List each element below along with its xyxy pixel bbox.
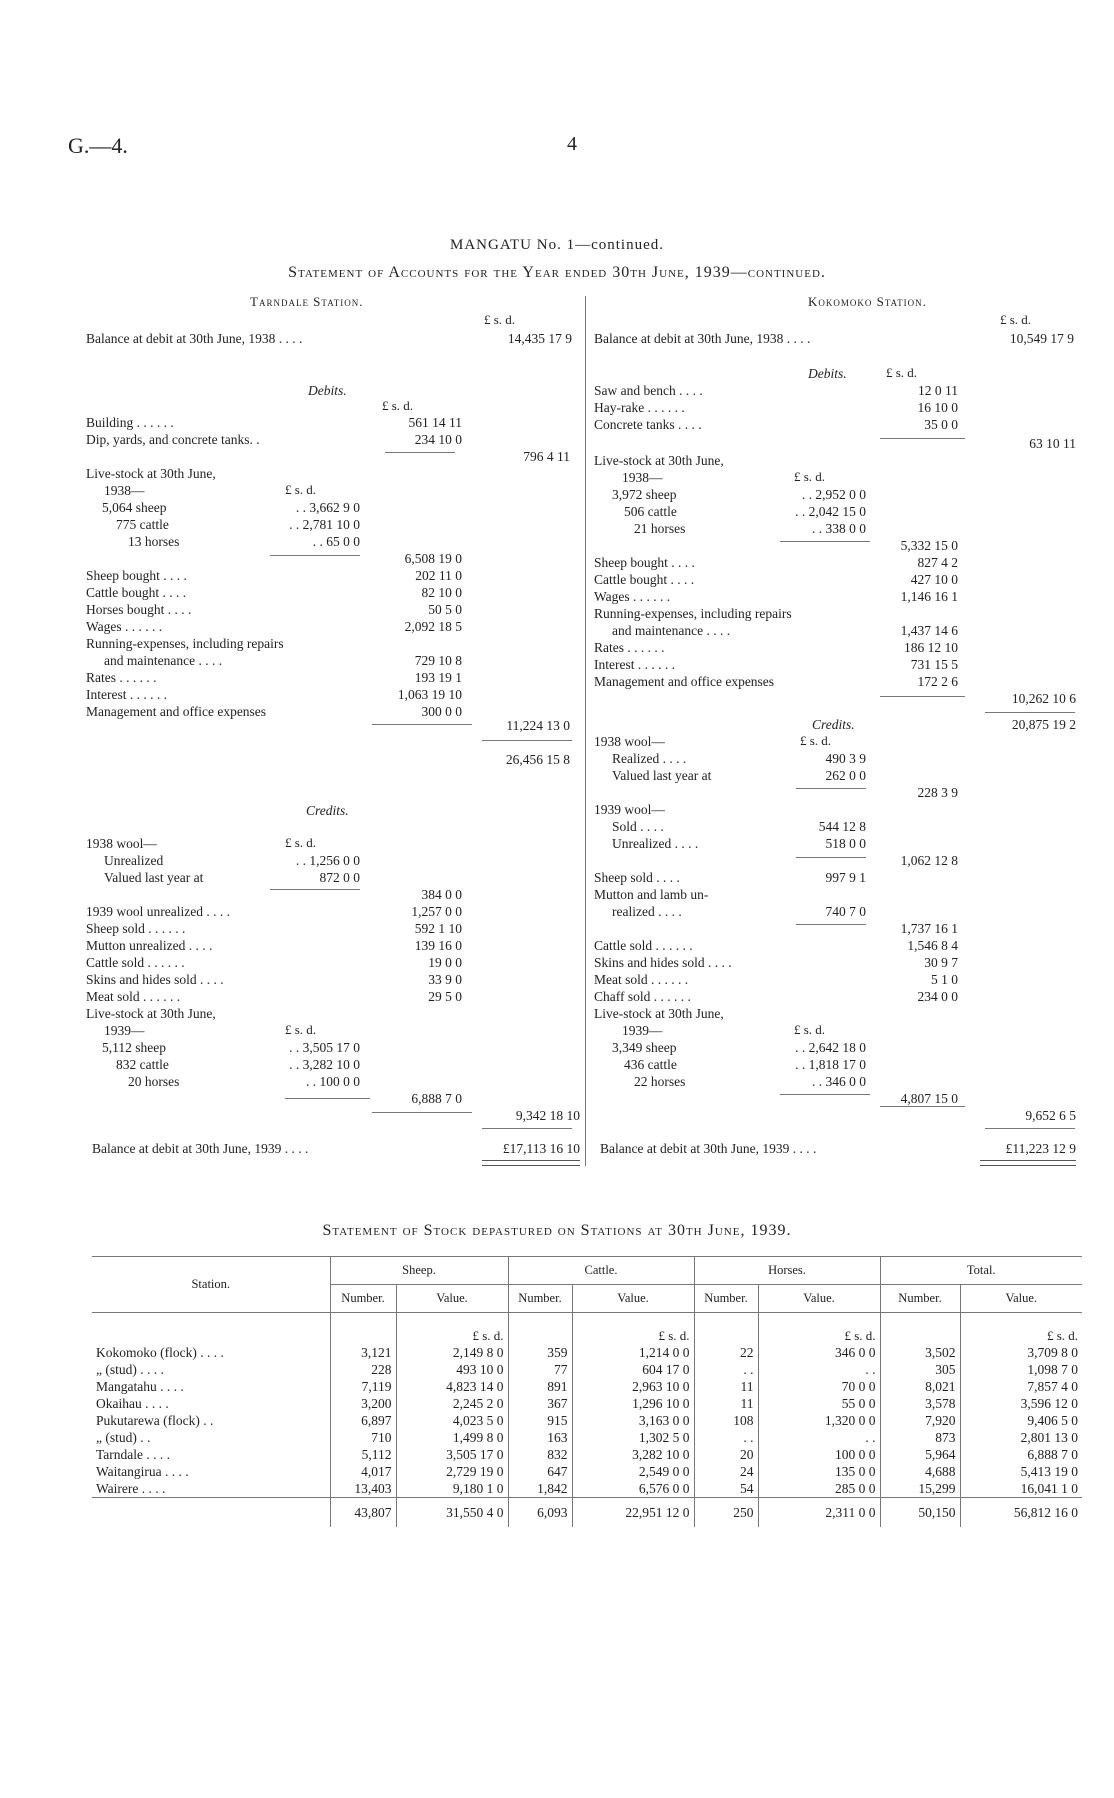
currency-head: £ s. d. xyxy=(285,1022,317,1037)
table-row xyxy=(92,1395,1082,1412)
totals-row xyxy=(92,1498,1082,1528)
total-value-cell: 9,406 5 0 xyxy=(960,1412,1082,1429)
kokomoko-wool1938-valued-label: Valued last year at xyxy=(612,768,712,783)
kokomoko-exp-6-amount: 731 15 5 xyxy=(910,657,958,672)
kokomoko-ls1938-cattle-amount: . . 2,042 15 0 xyxy=(795,504,866,519)
sheep-number-cell: 13,403 xyxy=(330,1480,396,1498)
tarndale-ls1938-sheep-label: 5,064 sheep xyxy=(102,500,167,515)
section-title: MANGATU No. 1—continued. xyxy=(450,237,664,253)
kokomoko-exp-2-amount: 1,146 16 1 xyxy=(900,589,958,604)
sheep-number-cell: 5,112 xyxy=(330,1446,396,1463)
kokomoko-credits-heading: Credits. xyxy=(812,717,855,732)
kokomoko-exp-0-amount: 827 4 2 xyxy=(917,555,958,570)
double-rule xyxy=(482,1160,580,1166)
tarndale-wool1938-valued-label: Valued last year at xyxy=(104,870,204,885)
tarndale-building-label: Building . . . . . . xyxy=(86,415,174,430)
kokomoko-mutton-amount: 740 7 0 xyxy=(825,904,866,919)
kokomoko-exp-0-label: Sheep bought . . . . xyxy=(594,555,695,570)
total-value-cell: 6,888 7 0 xyxy=(960,1446,1082,1463)
kokomoko-wool1938-valued-amount: 262 0 0 xyxy=(825,768,866,783)
cattle-number-cell: 832 xyxy=(508,1446,572,1463)
station-cell: Wairere . . . . xyxy=(96,1481,166,1496)
horses-number-cell: . . xyxy=(694,1361,758,1378)
tarndale-credit-4-label: Skins and hides sold . . . . xyxy=(86,972,224,987)
table-row xyxy=(92,1480,1082,1498)
tarndale-credits-heading: Credits. xyxy=(306,803,349,818)
tarndale-ls1939-sheep-amount: . . 3,505 17 0 xyxy=(289,1040,360,1055)
cattle-number-cell: 163 xyxy=(508,1429,572,1446)
kokomoko-wool1939-unrealized-amount: 518 0 0 xyxy=(825,836,866,851)
currency-head: £ s. d. xyxy=(960,1313,1082,1345)
horses-number-total: 250 xyxy=(694,1498,758,1528)
horses-value-cell: 346 0 0 xyxy=(758,1344,880,1361)
total-value-cell: 3,596 12 0 xyxy=(960,1395,1082,1412)
tarndale-closing-amount: £17,113 16 10 xyxy=(502,1141,580,1156)
tarndale-exp-6-amount: 193 19 1 xyxy=(414,670,462,685)
stock-table xyxy=(92,1256,1082,1527)
rule xyxy=(482,740,572,741)
tarndale-credit-2-amount: 139 16 0 xyxy=(414,938,462,953)
kokomoko-closing-label: Balance at debit at 30th June, 1939 . . . . xyxy=(600,1141,817,1156)
kokomoko-exp-7-label: Management and office expenses xyxy=(594,674,775,689)
cattle-value-cell: 604 17 0 xyxy=(572,1361,694,1378)
number-column-header: Number. xyxy=(880,1285,960,1313)
total-number-cell: 873 xyxy=(880,1429,960,1446)
tarndale-credit-4-amount: 33 9 0 xyxy=(428,972,462,987)
currency-head: £ s. d. xyxy=(572,1313,694,1345)
tarndale-ls1938-cattle-amount: . . 2,781 10 0 xyxy=(289,517,360,532)
kokomoko-opening-amount: 10,549 17 9 xyxy=(1009,331,1074,346)
currency-row xyxy=(92,1313,1082,1345)
tarndale-livestock-year: 1938— xyxy=(104,483,145,498)
kokomoko-imp-0-amount: 12 0 11 xyxy=(918,383,958,398)
kokomoko-wool1939-total: 1,062 12 8 xyxy=(900,853,958,868)
kokomoko-wool1938-total: 228 3 9 xyxy=(917,785,958,800)
kokomoko-livestock-label: Live-stock at 30th June, xyxy=(594,453,724,468)
tarndale-wool1938-valued-amount: 872 0 0 xyxy=(319,870,360,885)
horses-number-cell: 108 xyxy=(694,1412,758,1429)
tarndale-wool1938-label: 1938 wool— xyxy=(86,836,157,851)
tarndale-ls1939-cattle-label: 832 cattle xyxy=(116,1057,169,1072)
kokomoko-ls1939-label: Live-stock at 30th June, xyxy=(594,1006,724,1021)
value-column-header: Value. xyxy=(572,1285,694,1313)
kokomoko-debits-heading: Debits. xyxy=(808,366,847,381)
cattle-value-cell: 1,214 0 0 xyxy=(572,1344,694,1361)
rule xyxy=(985,1128,1075,1129)
kokomoko-ls1938-total: 5,332 15 0 xyxy=(900,538,958,553)
cattle-number-cell: 915 xyxy=(508,1412,572,1429)
kokomoko-wool1939-sold-amount: 544 12 8 xyxy=(818,819,866,834)
double-rule xyxy=(980,1160,1076,1166)
currency-head: £ s. d. xyxy=(484,312,516,327)
rule xyxy=(372,1112,472,1113)
tarndale-opening-amount: 14,435 17 9 xyxy=(507,331,572,346)
horses-value-cell: 100 0 0 xyxy=(758,1446,880,1463)
cattle-number-cell: 891 xyxy=(508,1378,572,1395)
total-number-cell: 3,502 xyxy=(880,1344,960,1361)
kokomoko-wool1939-sold-label: Sold . . . . xyxy=(612,819,664,834)
tarndale-exp-5-label: and maintenance . . . . xyxy=(104,653,223,668)
kokomoko-ls1939-horses-label: 22 horses xyxy=(634,1074,686,1089)
kokomoko-opening-label: Balance at debit at 30th June, 1938 . . . . xyxy=(594,331,811,346)
total-value-cell: 7,857 4 0 xyxy=(960,1378,1082,1395)
page-number: 4 xyxy=(567,133,577,155)
currency-head: £ s. d. xyxy=(285,835,317,850)
rule xyxy=(482,1128,572,1129)
station-cell: Pukutarewa (flock) . . xyxy=(96,1413,214,1428)
kokomoko-credit-3-label: Chaff sold . . . . . . xyxy=(594,989,691,1004)
kokomoko-imp-total: 63 10 11 xyxy=(1029,436,1076,451)
kokomoko-station-heading: Kokomoko Station. xyxy=(808,294,927,309)
cattle-value-cell: 1,296 10 0 xyxy=(572,1395,694,1412)
tarndale-credit-1-amount: 592 1 10 xyxy=(414,921,462,936)
sheep-number-total: 43,807 xyxy=(330,1498,396,1528)
tarndale-exp-5-amount: 729 10 8 xyxy=(414,653,462,668)
kokomoko-wool1939-unrealized-label: Unrealized . . . . xyxy=(612,836,699,851)
column-divider xyxy=(585,296,586,1166)
tarndale-ls1938-horses-label: 13 horses xyxy=(128,534,180,549)
value-column-header: Value. xyxy=(396,1285,508,1313)
total-number-cell: 3,578 xyxy=(880,1395,960,1412)
kokomoko-exp-4-amount: 1,437 14 6 xyxy=(900,623,958,638)
horses-number-cell: 54 xyxy=(694,1480,758,1498)
kokomoko-ls1939-cattle-label: 436 cattle xyxy=(624,1057,677,1072)
sheep-value-cell: 2,245 2 0 xyxy=(396,1395,508,1412)
horses-number-cell: 20 xyxy=(694,1446,758,1463)
currency-head: £ s. d. xyxy=(794,469,826,484)
table-row xyxy=(92,1344,1082,1361)
total-number-cell: 7,920 xyxy=(880,1412,960,1429)
tarndale-credit-5-amount: 29 5 0 xyxy=(428,989,462,1004)
horses-value-total: 2,311 0 0 xyxy=(758,1498,880,1528)
currency-head: £ s. d. xyxy=(886,365,918,380)
kokomoko-ls1939-year: 1939— xyxy=(622,1023,663,1038)
horses-value-cell: 55 0 0 xyxy=(758,1395,880,1412)
tarndale-livestock-label: Live-stock at 30th June, xyxy=(86,466,216,481)
kokomoko-closing-amount: £11,223 12 9 xyxy=(1005,1141,1076,1156)
cattle-number-total: 6,093 xyxy=(508,1498,572,1528)
kokomoko-ls1938-sheep-amount: . . 2,952 0 0 xyxy=(801,487,866,502)
kokomoko-mutton-label: Mutton and lamb un- xyxy=(594,887,709,902)
kokomoko-imp-2-label: Concrete tanks . . . . xyxy=(594,417,702,432)
kokomoko-imp-1-label: Hay-rake . . . . . . xyxy=(594,400,685,415)
station-cell: „ (stud) . . . . xyxy=(96,1362,164,1377)
tarndale-closing-label: Balance at debit at 30th June, 1939 . . . . xyxy=(92,1141,309,1156)
tarndale-exp-3-label: Wages . . . . . . xyxy=(86,619,163,634)
currency-head: £ s. d. xyxy=(382,398,414,413)
kokomoko-imp-1-amount: 16 10 0 xyxy=(917,400,958,415)
sheep-value-cell: 2,149 8 0 xyxy=(396,1344,508,1361)
kokomoko-ls1938-sheep-label: 3,972 sheep xyxy=(612,487,677,502)
cattle-value-cell: 3,282 10 0 xyxy=(572,1446,694,1463)
tarndale-exp-2-amount: 50 5 0 xyxy=(428,602,462,617)
sheep-number-cell: 3,200 xyxy=(330,1395,396,1412)
rule xyxy=(270,555,360,556)
total-value-cell: 3,709 8 0 xyxy=(960,1344,1082,1361)
tarndale-credit-0-label: 1939 wool unrealized . . . . xyxy=(86,904,230,919)
kokomoko-ls1939-cattle-amount: . . 1,818 17 0 xyxy=(795,1057,866,1072)
rule xyxy=(270,889,360,890)
tarndale-dip-label: Dip, yards, and concrete tanks. . xyxy=(86,432,260,447)
tarndale-debits-heading: Debits. xyxy=(308,383,347,398)
tarndale-buildings-total: 796 4 11 xyxy=(523,449,570,464)
number-column-header: Number. xyxy=(508,1285,572,1313)
sheep-value-cell: 9,180 1 0 xyxy=(396,1480,508,1498)
sheep-group-header: Sheep. xyxy=(330,1257,508,1285)
cattle-value-cell: 2,549 0 0 xyxy=(572,1463,694,1480)
tarndale-building-amount: 561 14 11 xyxy=(408,415,462,430)
kokomoko-credit-3-amount: 234 0 0 xyxy=(917,989,958,1004)
cattle-number-cell: 1,842 xyxy=(508,1480,572,1498)
station-cell: Tarndale . . . . xyxy=(96,1447,171,1462)
number-column-header: Number. xyxy=(694,1285,758,1313)
tarndale-credit-2-label: Mutton unrealized . . . . xyxy=(86,938,213,953)
kokomoko-credit-0-label: Cattle sold . . . . . . xyxy=(594,938,693,953)
kokomoko-credit-1-label: Skins and hides sold . . . . xyxy=(594,955,732,970)
tarndale-opening-label: Balance at debit at 30th June, 1938 . . . . xyxy=(86,331,303,346)
kokomoko-ls1939-horses-amount: . . 346 0 0 xyxy=(812,1074,866,1089)
currency-head: £ s. d. xyxy=(285,482,317,497)
cattle-value-cell: 2,963 10 0 xyxy=(572,1378,694,1395)
tarndale-wool1938-unrealized-label: Unrealized xyxy=(104,853,164,868)
sheep-value-cell: 4,823 14 0 xyxy=(396,1378,508,1395)
tarndale-ls1938-total: 6,508 19 0 xyxy=(404,551,462,566)
tarndale-credit-1-label: Sheep sold . . . . . . xyxy=(86,921,186,936)
rule xyxy=(880,1106,965,1107)
horses-value-cell: 285 0 0 xyxy=(758,1480,880,1498)
tarndale-wool1938-unrealized-amount: . . 1,256 0 0 xyxy=(295,853,360,868)
value-column-header: Value. xyxy=(960,1285,1082,1313)
kokomoko-livestock-year: 1938— xyxy=(622,470,663,485)
kokomoko-wool1938-label: 1938 wool— xyxy=(594,734,665,749)
horses-number-cell: 22 xyxy=(694,1344,758,1361)
table-row xyxy=(92,1446,1082,1463)
statement-title: Statement of Accounts for the Year ended 30th June, 1939—continued. xyxy=(288,264,826,281)
currency-head: £ s. d. xyxy=(800,733,832,748)
total-number-cell: 5,964 xyxy=(880,1446,960,1463)
kokomoko-credits-total: 9,652 6 5 xyxy=(1025,1108,1076,1123)
tarndale-ls1939-cattle-amount: . . 3,282 10 0 xyxy=(289,1057,360,1072)
kokomoko-exp-1-amount: 427 10 0 xyxy=(910,572,958,587)
kokomoko-wool1938-realized-amount: 490 3 9 xyxy=(825,751,866,766)
total-value-cell: 1,098 7 0 xyxy=(960,1361,1082,1378)
document-reference: G.—4. xyxy=(68,133,128,158)
stock-table-title: Statement of Stock depastured on Stations at 30th June, 1939. xyxy=(322,1222,792,1239)
tarndale-credit-3-label: Cattle sold . . . . . . xyxy=(86,955,185,970)
tarndale-exp-4-label: Running-expenses, including repairs xyxy=(86,636,284,651)
kokomoko-exp-4-label: and maintenance . . . . xyxy=(612,623,731,638)
tarndale-wool1938-total: 384 0 0 xyxy=(421,887,462,902)
horses-value-cell: . . xyxy=(758,1361,880,1378)
horses-number-cell: 11 xyxy=(694,1378,758,1395)
kokomoko-imp-0-label: Saw and bench . . . . xyxy=(594,383,703,398)
cattle-value-cell: 3,163 0 0 xyxy=(572,1412,694,1429)
total-number-total: 50,150 xyxy=(880,1498,960,1528)
currency-head: £ s. d. xyxy=(1000,312,1032,327)
tarndale-ls1938-horses-amount: . . 65 0 0 xyxy=(312,534,360,549)
rule xyxy=(985,712,1075,713)
sheep-value-cell: 1,499 8 0 xyxy=(396,1429,508,1446)
tarndale-exp-2-label: Horses bought . . . . xyxy=(86,602,192,617)
sheep-value-cell: 3,505 17 0 xyxy=(396,1446,508,1463)
value-column-header: Value. xyxy=(758,1285,880,1313)
tarndale-ls1939-label: Live-stock at 30th June, xyxy=(86,1006,216,1021)
total-group-header: Total. xyxy=(880,1257,1082,1285)
kokomoko-ls1939-total: 4,807 15 0 xyxy=(900,1091,958,1106)
kokomoko-debits-total: 10,262 10 6 xyxy=(1011,691,1076,706)
tarndale-exp-6-label: Rates . . . . . . xyxy=(86,670,157,685)
table-row xyxy=(92,1412,1082,1429)
kokomoko-exp-7-amount: 172 2 6 xyxy=(917,674,958,689)
tarndale-credits-total: 9,342 18 10 xyxy=(515,1108,580,1123)
tarndale-ls1938-sheep-amount: . . 3,662 9 0 xyxy=(295,500,360,515)
tarndale-ls1938-cattle-label: 775 cattle xyxy=(116,517,169,532)
table-group-header-row xyxy=(92,1257,1082,1285)
total-value-cell: 2,801 13 0 xyxy=(960,1429,1082,1446)
kokomoko-imp-2-amount: 35 0 0 xyxy=(924,417,958,432)
rule xyxy=(372,724,472,725)
kokomoko-sheep-sold-amount: 997 9 1 xyxy=(825,870,866,885)
sheep-value-cell: 493 10 0 xyxy=(396,1361,508,1378)
cattle-value-cell: 6,576 0 0 xyxy=(572,1480,694,1498)
tarndale-exp-7-label: Interest . . . . . . xyxy=(86,687,167,702)
station-cell: Okaihau . . . . xyxy=(96,1396,169,1411)
total-number-cell: 15,299 xyxy=(880,1480,960,1498)
tarndale-exp-7-amount: 1,063 19 10 xyxy=(397,687,462,702)
table-row xyxy=(92,1429,1082,1446)
kokomoko-exp-2-label: Wages . . . . . . xyxy=(594,589,671,604)
tarndale-ls1939-total: 6,888 7 0 xyxy=(411,1091,462,1106)
horses-number-cell: . . xyxy=(694,1429,758,1446)
total-value-total: 56,812 16 0 xyxy=(960,1498,1082,1528)
cattle-number-cell: 359 xyxy=(508,1344,572,1361)
horses-number-cell: 24 xyxy=(694,1463,758,1480)
tarndale-ls1939-horses-amount: . . 100 0 0 xyxy=(306,1074,360,1089)
number-column-header: Number. xyxy=(330,1285,396,1313)
sheep-value-cell: 2,729 19 0 xyxy=(396,1463,508,1480)
total-number-cell: 8,021 xyxy=(880,1378,960,1395)
tarndale-exp-1-amount: 82 10 0 xyxy=(421,585,462,600)
tarndale-credit-5-label: Meat sold . . . . . . xyxy=(86,989,181,1004)
kokomoko-exp-5-label: Rates . . . . . . xyxy=(594,640,665,655)
kokomoko-wool1938-realized-label: Realized . . . . xyxy=(612,751,687,766)
kokomoko-grand-total: 20,875 19 2 xyxy=(1011,717,1076,732)
kokomoko-ls1938-horses-amount: . . 338 0 0 xyxy=(812,521,866,536)
station-cell: „ (stud) . . xyxy=(96,1430,151,1445)
kokomoko-credit-2-label: Meat sold . . . . . . xyxy=(594,972,689,987)
rule xyxy=(880,696,965,697)
table-row xyxy=(92,1463,1082,1480)
kokomoko-exp-3-label: Running-expenses, including repairs xyxy=(594,606,792,621)
station-cell: Mangatahu . . . . xyxy=(96,1379,184,1394)
sheep-value-total: 31,550 4 0 xyxy=(396,1498,508,1528)
horses-number-cell: 11 xyxy=(694,1395,758,1412)
kokomoko-credit-1-amount: 30 9 7 xyxy=(924,955,958,970)
sheep-number-cell: 7,119 xyxy=(330,1378,396,1395)
horses-value-cell: 135 0 0 xyxy=(758,1463,880,1480)
horses-value-cell: 70 0 0 xyxy=(758,1378,880,1395)
table-row xyxy=(92,1378,1082,1395)
tarndale-credit-0-amount: 1,257 0 0 xyxy=(411,904,462,919)
cattle-number-cell: 77 xyxy=(508,1361,572,1378)
kokomoko-ls1938-horses-label: 21 horses xyxy=(634,521,686,536)
cattle-value-cell: 1,302 5 0 xyxy=(572,1429,694,1446)
rule xyxy=(385,452,455,453)
kokomoko-credit-0-amount: 1,546 8 4 xyxy=(907,938,958,953)
total-number-cell: 4,688 xyxy=(880,1463,960,1480)
kokomoko-exp-1-label: Cattle bought . . . . xyxy=(594,572,695,587)
kokomoko-sheep-sold-label: Sheep sold . . . . xyxy=(594,870,680,885)
sheep-number-cell: 4,017 xyxy=(330,1463,396,1480)
currency-head: £ s. d. xyxy=(396,1313,508,1345)
cattle-number-cell: 647 xyxy=(508,1463,572,1480)
table-row xyxy=(92,1361,1082,1378)
total-value-cell: 5,413 19 0 xyxy=(960,1463,1082,1480)
tarndale-exp-0-label: Sheep bought . . . . xyxy=(86,568,187,583)
cattle-group-header: Cattle. xyxy=(508,1257,694,1285)
station-total xyxy=(92,1498,330,1528)
horses-group-header: Horses. xyxy=(694,1257,880,1285)
total-number-cell: 305 xyxy=(880,1361,960,1378)
tarndale-station-heading: Tarndale Station. xyxy=(250,294,364,309)
station-column-header: Station. xyxy=(92,1257,330,1313)
tarndale-ls1939-sheep-label: 5,112 sheep xyxy=(102,1040,166,1055)
tarndale-exp-1-label: Cattle bought . . . . xyxy=(86,585,187,600)
currency-head: £ s. d. xyxy=(794,1022,826,1037)
station-cell: Kokomoko (flock) . . . . xyxy=(96,1345,224,1360)
horses-value-cell: . . xyxy=(758,1429,880,1446)
kokomoko-credit-2-amount: 5 1 0 xyxy=(931,972,958,987)
cattle-value-total: 22,951 12 0 xyxy=(572,1498,694,1528)
currency-head: £ s. d. xyxy=(758,1313,880,1345)
tarndale-debits-total: 11,224 13 0 xyxy=(506,718,570,733)
sheep-number-cell: 3,121 xyxy=(330,1344,396,1361)
kokomoko-ls1939-sheep-label: 3,349 sheep xyxy=(612,1040,677,1055)
sheep-number-cell: 228 xyxy=(330,1361,396,1378)
station-cell: Waitangirua . . . . xyxy=(96,1464,189,1479)
tarndale-exp-8-label: Management and office expenses xyxy=(86,704,267,719)
tarndale-credit-3-amount: 19 0 0 xyxy=(428,955,462,970)
cattle-number-cell: 367 xyxy=(508,1395,572,1412)
tarndale-dip-amount: 234 10 0 xyxy=(414,432,462,447)
kokomoko-sheep-mutton-total: 1,737 16 1 xyxy=(900,921,958,936)
kokomoko-wool1939-label: 1939 wool— xyxy=(594,802,665,817)
kokomoko-ls1939-sheep-amount: . . 2,642 18 0 xyxy=(795,1040,866,1055)
total-value-cell: 16,041 1 0 xyxy=(960,1480,1082,1498)
tarndale-exp-8-amount: 300 0 0 xyxy=(421,704,462,719)
tarndale-exp-3-amount: 2,092 18 5 xyxy=(404,619,462,634)
kokomoko-exp-5-amount: 186 12 10 xyxy=(904,640,958,655)
sheep-number-cell: 710 xyxy=(330,1429,396,1446)
sheep-value-cell: 4,023 5 0 xyxy=(396,1412,508,1429)
kokomoko-ls1938-cattle-label: 506 cattle xyxy=(624,504,677,519)
kokomoko-mutton-realized-label: realized . . . . xyxy=(612,904,682,919)
kokomoko-exp-6-label: Interest . . . . . . xyxy=(594,657,675,672)
horses-value-cell: 1,320 0 0 xyxy=(758,1412,880,1429)
tarndale-grand-total: 26,456 15 8 xyxy=(505,752,570,767)
tarndale-exp-0-amount: 202 11 0 xyxy=(415,568,462,583)
tarndale-ls1939-year: 1939— xyxy=(104,1023,145,1038)
sheep-number-cell: 6,897 xyxy=(330,1412,396,1429)
rule xyxy=(880,438,965,439)
tarndale-ls1939-horses-label: 20 horses xyxy=(128,1074,180,1089)
